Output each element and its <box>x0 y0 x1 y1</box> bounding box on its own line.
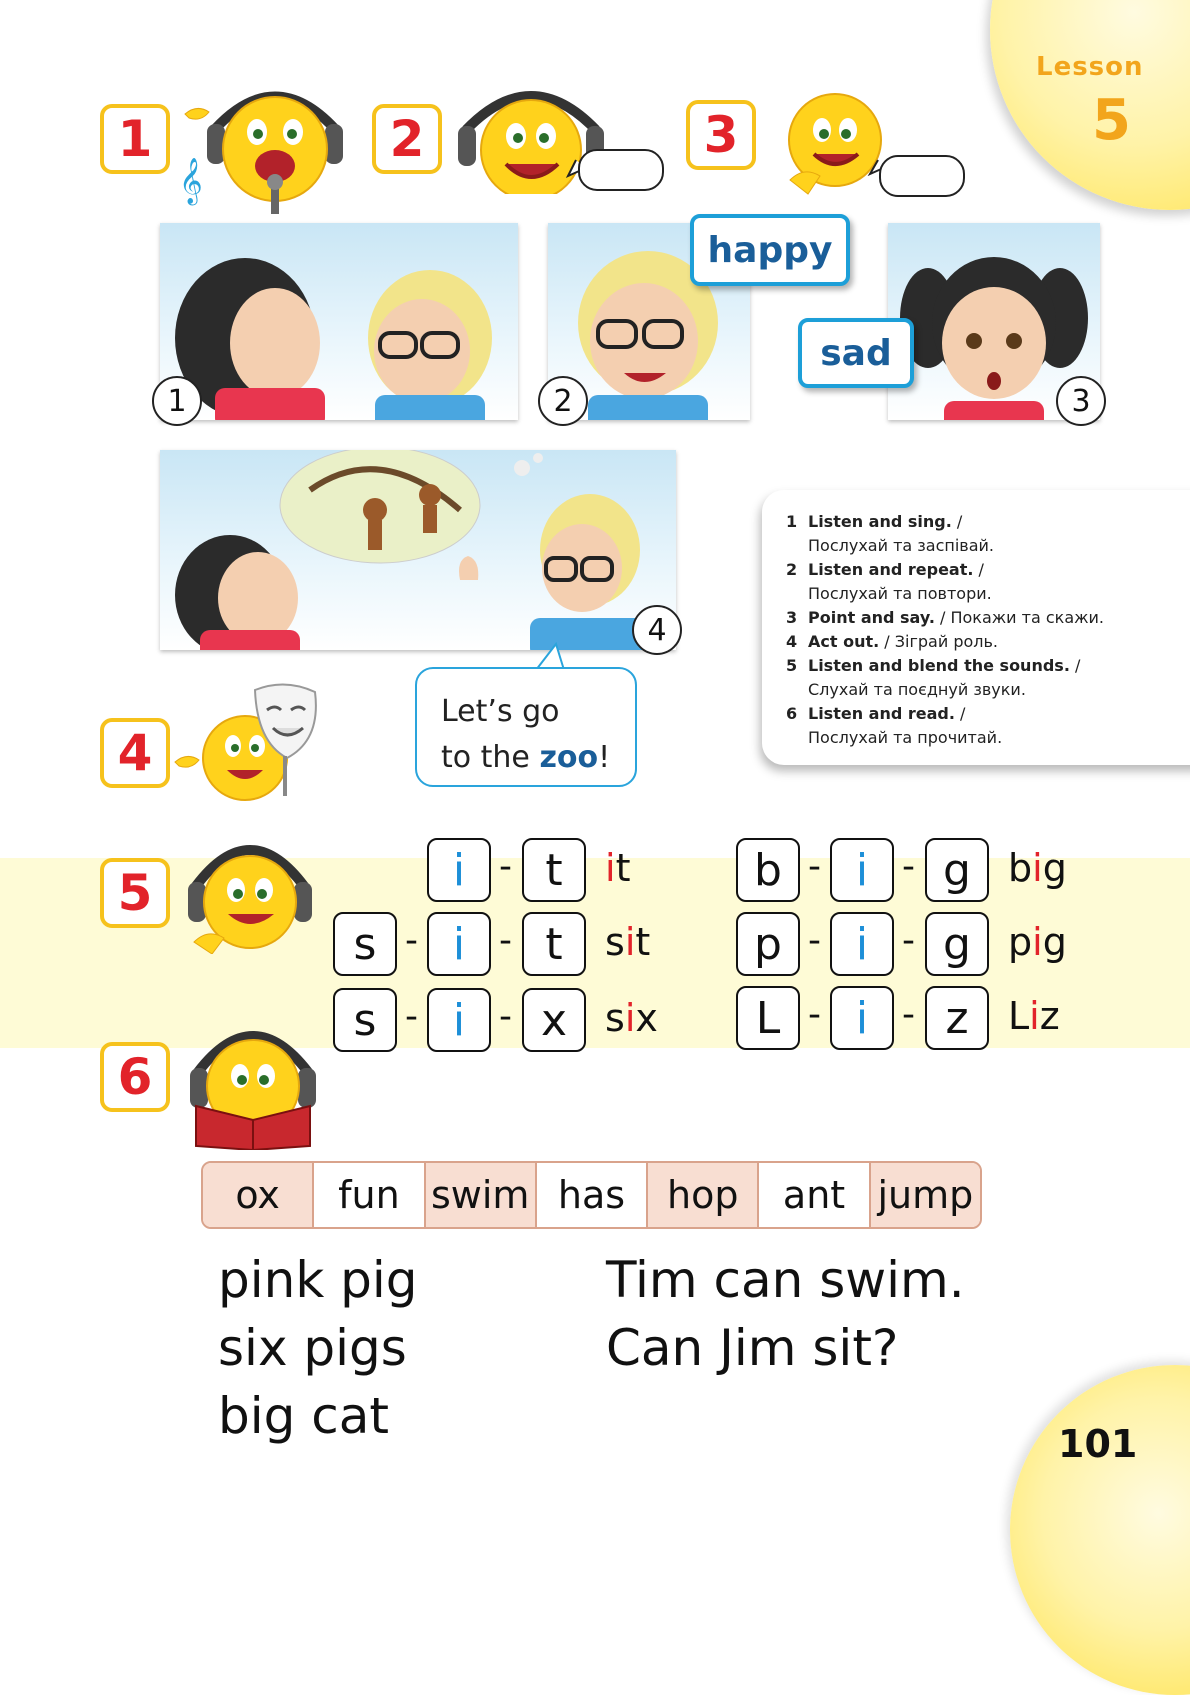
dash: - <box>405 996 418 1037</box>
word-cell: ant <box>759 1163 870 1227</box>
instruction-6-number: 6 <box>786 704 798 723</box>
blended-word-start: s <box>605 996 625 1040</box>
pointing-emoji-speech-bubble-icon <box>770 90 970 200</box>
lesson-label: Lesson <box>1036 52 1144 82</box>
blended-word-start: b <box>1008 846 1033 890</box>
panel-number-4: 4 <box>632 605 682 655</box>
blended-word-end: x <box>635 996 658 1040</box>
blended-word-end: t <box>615 846 631 890</box>
instruction-6-separator: / <box>954 704 966 723</box>
word-cell: swim <box>426 1163 537 1227</box>
svg-text:𝄞: 𝄞 <box>179 158 203 204</box>
letter-box-p: p <box>736 912 800 976</box>
instruction-6 <box>786 702 1104 726</box>
blended-word-vowel: i <box>1032 846 1043 890</box>
word-tag-sad: sad <box>798 318 914 388</box>
letter-box-i: i <box>830 838 894 902</box>
blended-word-end: g <box>1042 920 1067 964</box>
letter-box-i: i <box>830 912 894 976</box>
instruction-2-english: Listen and repeat. <box>808 560 974 579</box>
blended-word-end: g <box>1042 846 1067 890</box>
instruction-4-ukrainian: Зіграй роль. <box>894 632 999 651</box>
letter-box-z: z <box>925 986 989 1050</box>
dash: - <box>405 920 418 961</box>
instruction-2-ukrainian: Послухай та повтори. <box>808 584 992 603</box>
reading-phrases-left <box>218 1246 418 1450</box>
instruction-1-number: 1 <box>786 512 798 531</box>
story-panel-1 <box>160 223 518 420</box>
blended-word-it <box>605 846 630 890</box>
word-strip <box>201 1161 982 1229</box>
blended-word-start: s <box>605 920 625 964</box>
lesson-number: 5 <box>1092 88 1131 153</box>
blended-word-big <box>1008 846 1067 890</box>
letter-box-s: s <box>333 912 397 976</box>
dash: - <box>499 846 512 887</box>
speech-line-2 <box>441 735 635 781</box>
blended-word-liz <box>1008 994 1060 1038</box>
blended-word-vowel: i <box>1029 994 1040 1038</box>
task-number-6: 6 <box>100 1042 170 1112</box>
task-number-4: 4 <box>100 718 170 788</box>
reading-phrase: six pigs <box>218 1319 407 1377</box>
instruction-4-english: Act out. <box>808 632 880 651</box>
page-number: 101 <box>1058 1422 1138 1466</box>
blended-word-end: z <box>1039 994 1060 1038</box>
reading-emoji-book-icon <box>188 1010 318 1150</box>
story-panel-4 <box>160 450 676 650</box>
dash: - <box>902 846 915 887</box>
speech-line-2-end: ! <box>598 740 611 775</box>
instruction-1-ukrainian: Послухай та заспівай. <box>808 536 995 555</box>
task-number-1: 1 <box>100 104 170 174</box>
speech-line-2-start: to the <box>441 740 540 775</box>
blended-word-vowel: i <box>605 846 616 890</box>
instruction-1-separator: / <box>951 512 963 531</box>
letter-box-g: g <box>925 912 989 976</box>
instruction-1 <box>786 510 1104 534</box>
instruction-5 <box>786 654 1104 678</box>
instruction-2-separator: / <box>973 560 984 579</box>
dash: - <box>808 994 821 1035</box>
blended-word-vowel: i <box>1032 920 1043 964</box>
word-cell: jump <box>871 1163 980 1227</box>
task-number-5: 5 <box>100 858 170 928</box>
instruction-3-english: Point and say. <box>808 608 935 627</box>
dash: - <box>902 994 915 1035</box>
letter-box-i: i <box>427 838 491 902</box>
instruction-6-english: Listen and read. <box>808 704 955 723</box>
letter-box-s: s <box>333 988 397 1052</box>
instruction-5-separator: / <box>1069 656 1081 675</box>
lesson-badge <box>990 0 1190 210</box>
panel-number-2: 2 <box>538 376 588 426</box>
blended-word-vowel: i <box>624 996 636 1040</box>
letter-box-i: i <box>830 986 894 1050</box>
instruction-4-number: 4 <box>786 632 798 651</box>
word-tag-happy: happy <box>690 214 850 286</box>
speech-line-1: Let’s go <box>441 694 560 729</box>
instruction-5-english: Listen and blend the sounds. <box>808 656 1070 675</box>
speech-word-zoo: zoo <box>539 740 599 775</box>
reading-sentences-right <box>606 1246 965 1382</box>
reading-phrase: pink pig <box>218 1251 418 1309</box>
blended-word-start: L <box>1008 994 1030 1038</box>
letter-box-x: x <box>522 988 586 1052</box>
letter-box-i: i <box>427 912 491 976</box>
speech-bubble-lets-go-to-the-zoo <box>415 667 637 787</box>
blended-word-sit <box>605 920 650 964</box>
dash: - <box>808 920 821 961</box>
instruction-3-ukrainian: Покажи та скажи. <box>950 608 1105 627</box>
blended-word-end: t <box>635 920 651 964</box>
instruction-5-ukrainian: Слухай та поєднуй звуки. <box>808 680 1026 699</box>
instruction-4-separator: / <box>879 632 895 651</box>
listening-emoji-speech-bubble-icon <box>436 72 666 194</box>
task-number-2: 2 <box>372 104 442 174</box>
instructions-list <box>786 510 1104 750</box>
letter-box-g: g <box>925 838 989 902</box>
letter-box-t: t <box>522 912 586 976</box>
letter-box-i: i <box>427 988 491 1052</box>
letter-box-l: L <box>736 986 800 1050</box>
singing-emoji-headphones-icon <box>165 74 345 214</box>
word-cell: has <box>537 1163 648 1227</box>
panel-number-1: 1 <box>152 376 202 426</box>
instruction-4 <box>786 630 1104 654</box>
panel-number-3: 3 <box>1056 376 1106 426</box>
instruction-3 <box>786 606 1104 630</box>
blended-word-pig <box>1008 920 1067 964</box>
dash: - <box>499 996 512 1037</box>
zoo-idea-thought-bubble-illustration <box>160 450 676 650</box>
instruction-6-ukrainian: Послухай та прочитай. <box>808 728 1003 747</box>
dash: - <box>808 846 821 887</box>
task-number-3: 3 <box>686 100 756 170</box>
reading-sentence: Can Jim sit? <box>606 1319 899 1377</box>
letter-box-b: b <box>736 838 800 902</box>
instruction-2-number: 2 <box>786 560 798 579</box>
word-cell: hop <box>648 1163 759 1227</box>
blended-word-start: p <box>1008 920 1033 964</box>
dash: - <box>902 920 915 961</box>
reading-sentence: Tim can swim. <box>606 1251 965 1309</box>
word-cell: ox <box>203 1163 314 1227</box>
letter-box-t: t <box>522 838 586 902</box>
reading-phrase: big cat <box>218 1387 389 1445</box>
girl-and-boy-talking-illustration <box>160 223 518 420</box>
instruction-3-number: 3 <box>786 608 798 627</box>
acting-emoji-theatre-mask-icon <box>165 680 325 805</box>
blended-word-vowel: i <box>624 920 636 964</box>
listening-emoji-headphones-icon <box>180 824 320 954</box>
page-number-badge <box>1010 1365 1190 1695</box>
instruction-5-number: 5 <box>786 656 798 675</box>
instruction-2 <box>786 558 1104 582</box>
dash: - <box>499 920 512 961</box>
word-cell: fun <box>314 1163 425 1227</box>
instruction-3-separator: / <box>934 608 951 627</box>
instruction-1-english: Listen and sing. <box>808 512 952 531</box>
blended-word-six <box>605 996 658 1040</box>
